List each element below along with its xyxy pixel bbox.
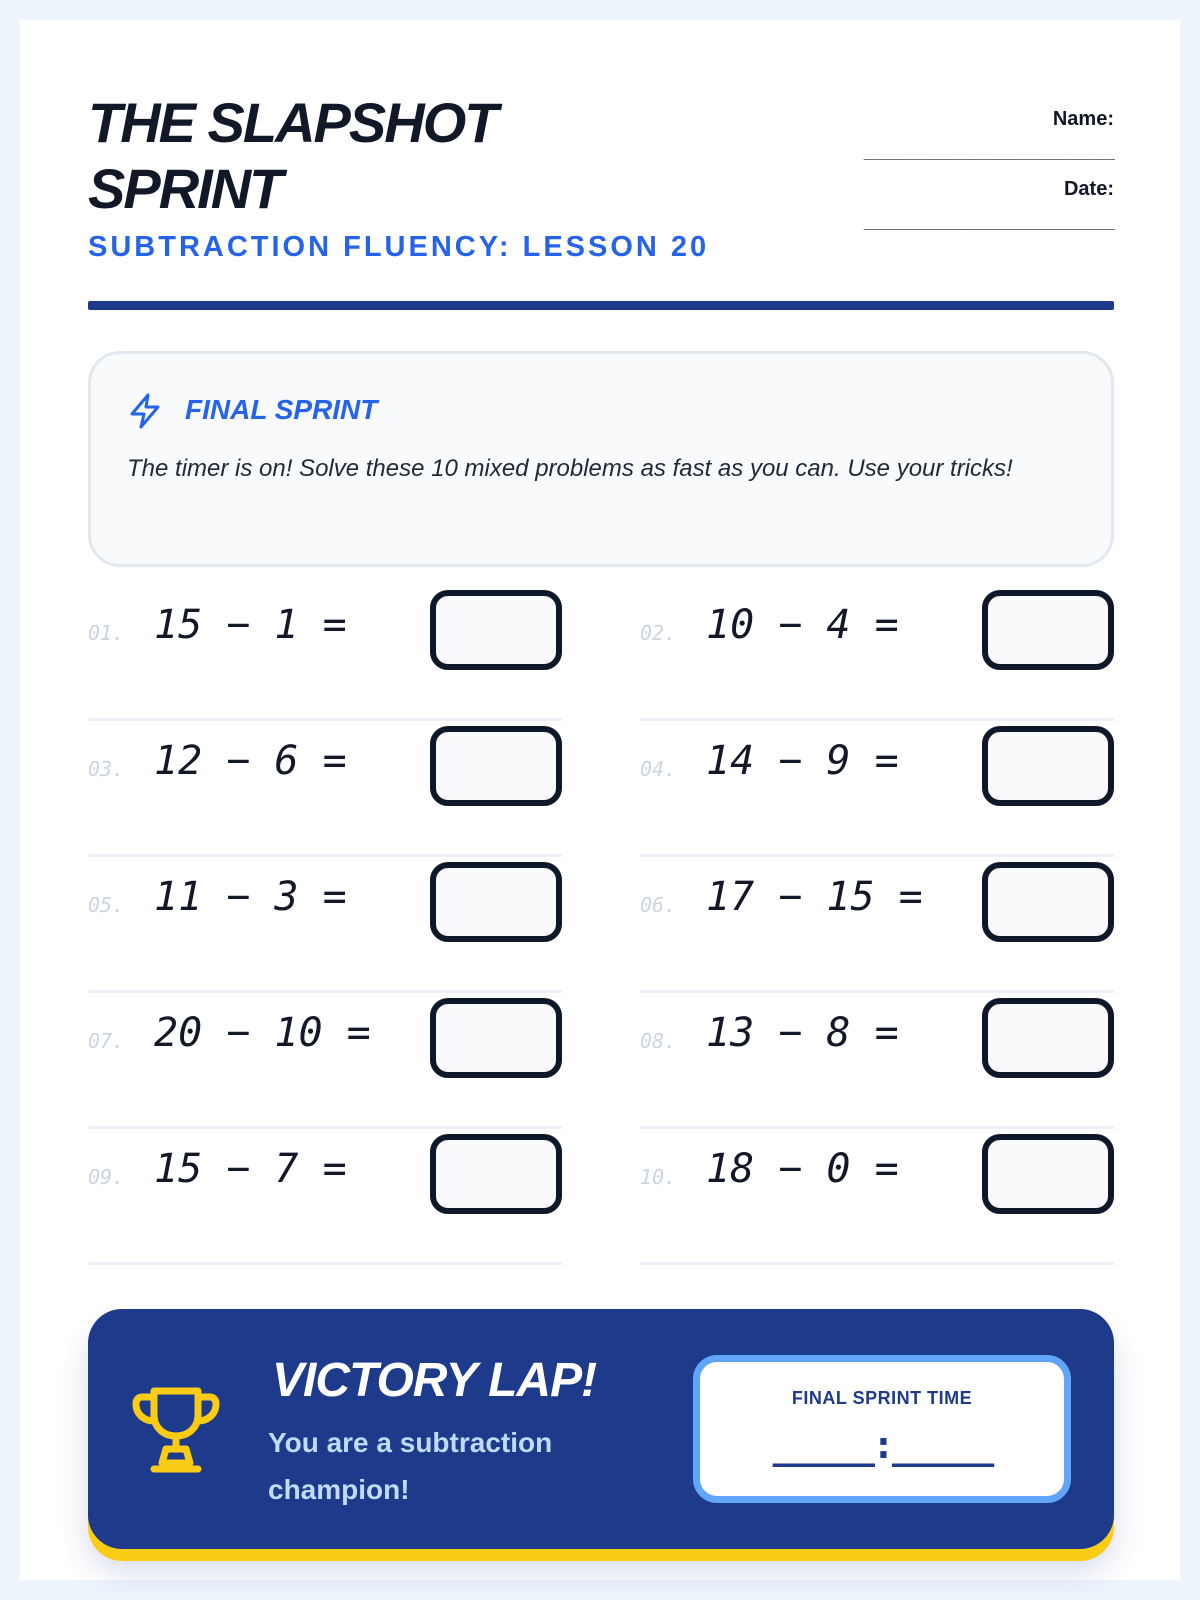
problem-expression: 11 − 3 = [154, 874, 347, 920]
answer-box[interactable] [982, 726, 1114, 806]
problem-row [88, 720, 562, 857]
answer-box[interactable] [430, 1134, 562, 1214]
problem-row [640, 720, 1114, 857]
problem-number: 03. [88, 757, 125, 781]
instructions-title: FINAL SPRINT [185, 394, 378, 425]
answer-box[interactable] [982, 998, 1114, 1078]
lightning-bolt-icon [127, 392, 163, 430]
final-time-label: FINAL SPRINT TIME [791, 1388, 973, 1408]
date-field[interactable]: _____________________________ [863, 211, 1114, 230]
problem-number: 09. [88, 1165, 125, 1189]
problem-number: 05. [88, 893, 125, 917]
answer-box[interactable] [982, 862, 1114, 942]
date-label: Date: [1063, 178, 1114, 200]
answer-box[interactable] [430, 998, 562, 1078]
final-time-box [693, 1355, 1071, 1503]
answer-box[interactable] [982, 1134, 1114, 1214]
problem-number: 08. [640, 1029, 677, 1053]
problem-expression: 18 − 0 = [706, 1146, 899, 1192]
problem-number: 10. [640, 1165, 677, 1189]
answer-box[interactable] [430, 590, 562, 670]
trophy-icon [128, 1381, 224, 1477]
problem-row [640, 584, 1114, 721]
answer-box[interactable] [430, 726, 562, 806]
victory-title: VICTORY LAP! [272, 1354, 597, 1407]
victory-subtitle: You are a subtraction champion! [268, 1427, 553, 1505]
problem-number: 02. [640, 621, 677, 645]
problem-number: 01. [88, 621, 125, 645]
answer-box[interactable] [430, 862, 562, 942]
instructions-text: The timer is on! Solve these 10 mixed problems as fast as you can. Use your tricks! [127, 455, 1013, 482]
problem-number: 07. [88, 1029, 125, 1053]
name-label: Name: [1052, 108, 1114, 130]
problem-expression: 15 − 7 = [154, 1146, 347, 1192]
problem-row [88, 1128, 562, 1265]
problem-expression: 10 − 4 = [706, 602, 899, 648]
student-info-fields [784, 108, 1114, 248]
page-title: THE SLAPSHOT SPRINT [88, 91, 497, 220]
problem-expression: 20 − 10 = [154, 1010, 371, 1056]
final-time-field[interactable]: _____:_____ [772, 1423, 992, 1467]
worksheet-page [20, 20, 1180, 1580]
problem-row [88, 584, 562, 721]
problem-expression: 15 − 1 = [154, 602, 347, 648]
victory-card [88, 1309, 1114, 1549]
answer-box[interactable] [982, 590, 1114, 670]
instructions-box [88, 351, 1114, 567]
problem-expression: 14 − 9 = [706, 738, 899, 784]
problem-number: 04. [640, 757, 677, 781]
problem-expression: 17 − 15 = [706, 874, 923, 920]
problem-row [88, 992, 562, 1129]
problem-row [640, 992, 1114, 1129]
problem-row [640, 856, 1114, 993]
header-divider [88, 301, 1114, 310]
problem-row [640, 1128, 1114, 1265]
problem-row [88, 856, 562, 993]
problem-expression: 13 − 8 = [706, 1010, 899, 1056]
problem-expression: 12 − 6 = [154, 738, 347, 784]
page-subtitle: SUBTRACTION FLUENCY: LESSON 20 [88, 231, 710, 263]
name-field[interactable]: _____________________________ [863, 141, 1114, 160]
problem-number: 06. [640, 893, 677, 917]
